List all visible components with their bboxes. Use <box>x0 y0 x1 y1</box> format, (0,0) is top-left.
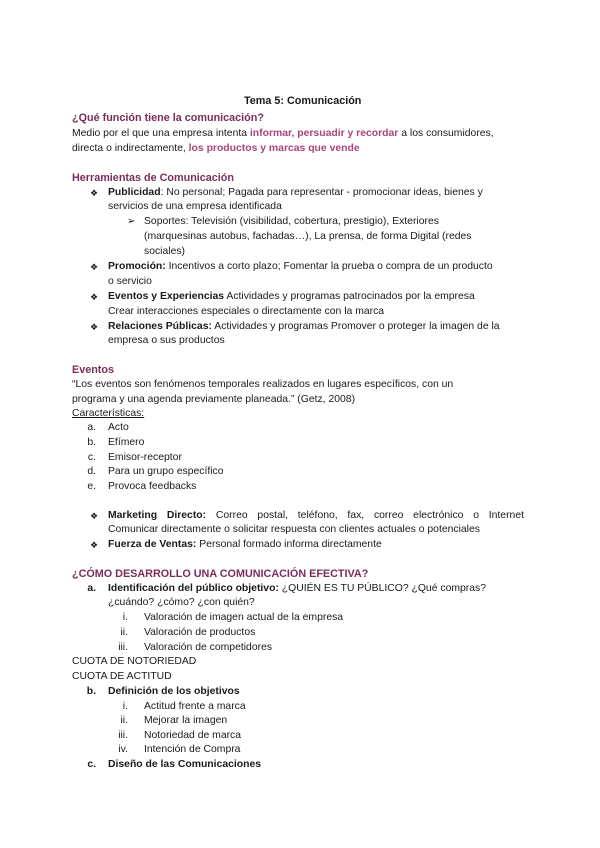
list-item-continuation: servicios de una empresa identificada <box>108 201 282 212</box>
sub-item-soportes: Soportes: Televisión (visibilidad, cobertura, prestigio), Exteriores <box>144 216 439 227</box>
item-text: ¿QUIÉN ES TU PÚBLICO? ¿Qué compras? <box>278 583 486 594</box>
list-item-continuation: Crear interacciones especiales o directamente con la marca <box>108 306 385 317</box>
list-item-diseno: Diseño de las Comunicaciones <box>108 759 262 770</box>
list-item-fuerza-ventas <box>108 538 382 552</box>
paragraph-line <box>72 142 360 156</box>
list-marker: a. <box>87 583 96 594</box>
sub-item-continuation: sociales) <box>144 246 185 257</box>
section-heading-herramientas: Herramientas de Comunicación <box>72 172 235 184</box>
list-marker: c. <box>87 759 96 770</box>
list-item-relaciones-publicas <box>108 320 500 334</box>
list-marker: d. <box>87 466 96 477</box>
section-heading-funcion: ¿Qué función tiene la comunicación? <box>72 112 264 124</box>
item-label: Fuerza de Ventas: <box>108 539 197 550</box>
list-item: Emisor-receptor <box>108 452 182 463</box>
list-item-continuation: empresa o sus productos <box>108 335 225 346</box>
list-item-continuation: ¿cuándo? ¿cómo? ¿con quién? <box>108 597 255 608</box>
cuota-notoriedad: CUOTA DE NOTORIEDAD <box>72 656 197 667</box>
item-text: Actividades y programas patrocinados por la empresa <box>224 291 475 302</box>
sub-list-item: Mejorar la imagen <box>144 715 228 726</box>
list-item: Para un grupo específico <box>108 466 224 477</box>
cuota-actitud: CUOTA DE ACTITUD <box>72 671 172 682</box>
diamond-bullet-icon: ❖ <box>90 292 99 302</box>
roman-marker: iv. <box>118 744 128 755</box>
item-label: Relaciones Públicas: <box>108 321 212 332</box>
item-text: Correo postal, teléfono, fax, correo electrónico o Internet <box>206 510 524 521</box>
item-text: : No personal; Pagada para representar - promocionar ideas, bienes y <box>160 187 483 198</box>
item-label: Publicidad <box>108 187 161 198</box>
item-label: Eventos y Experiencias <box>108 291 225 302</box>
item-text: Actividades y programas Promover o proteger la imagen de la <box>211 321 500 332</box>
list-marker: a. <box>87 422 96 433</box>
item-label: Identificación del público objetivo: <box>108 583 279 594</box>
roman-marker: iii. <box>118 642 128 653</box>
highlight-text: informar, persuadir y recordar <box>249 128 399 139</box>
section-heading-comunicacion-efectiva: ¿CÓMO DESARROLLO UNA COMUNICACIÓN EFECTIVA? <box>72 568 369 580</box>
roman-marker: i. <box>122 701 128 712</box>
arrow-bullet-icon: ➢ <box>127 216 136 227</box>
text-span: directa o indirectamente, <box>72 143 189 154</box>
diamond-bullet-icon: ❖ <box>90 188 99 198</box>
list-item-continuation: Comunicar directamente o solicitar respuesta con clientes actuales o potenciales <box>108 524 480 535</box>
text-span: a los consumidores, <box>398 128 494 139</box>
quote-line: “Los eventos son fenómenos temporales realizados en lugares específicos, con un <box>72 379 454 390</box>
diamond-bullet-icon: ❖ <box>90 262 99 272</box>
item-text: Personal formado informa directamente <box>196 539 382 550</box>
sub-list-item: Valoración de productos <box>144 627 256 638</box>
sub-item-continuation: (marquesinas autobus, fachadas…), La prensa, de forma Digital (redes <box>144 231 472 242</box>
list-marker: b. <box>87 437 96 448</box>
list-item-publico-objetivo <box>108 582 486 596</box>
sub-list-item: Actitud frente a marca <box>144 701 246 712</box>
sub-list-item: Intención de Compra <box>144 744 241 755</box>
page-title: Tema 5: Comunicación <box>244 95 362 107</box>
diamond-bullet-icon: ❖ <box>90 511 99 521</box>
diamond-bullet-icon: ❖ <box>90 540 99 550</box>
list-marker: e. <box>87 481 96 492</box>
text-span: Medio por el que una empresa intenta <box>72 128 250 139</box>
section-heading-eventos: Eventos <box>72 364 115 376</box>
list-item-continuation: o servicio <box>108 276 152 287</box>
list-marker: b. <box>86 686 96 697</box>
roman-marker: i. <box>122 612 128 623</box>
list-item-eventos <box>108 290 475 304</box>
roman-marker: iii. <box>118 730 128 741</box>
item-label: Marketing Directo: <box>108 510 207 521</box>
list-item: Provoca feedbacks <box>108 481 197 492</box>
sub-list-item: Valoración de competidores <box>144 642 273 653</box>
list-item-marketing-directo <box>108 509 524 523</box>
sub-list-item: Notoriedad de marca <box>144 730 242 741</box>
diamond-bullet-icon: ❖ <box>90 322 99 332</box>
caracteristicas-label: Características: <box>72 408 145 419</box>
list-item: Acto <box>108 422 129 433</box>
item-label: Promoción: <box>108 261 166 272</box>
list-item: Efímero <box>108 437 145 448</box>
sub-list-item: Valoración de imagen actual de la empresa <box>144 612 344 623</box>
list-item-objetivos: Definición de los objetivos <box>108 686 240 697</box>
item-text: Incentivos a corto plazo; Fomentar la prueba o compra de un producto <box>165 261 493 272</box>
roman-marker: ii. <box>120 627 128 638</box>
quote-line: programa y una agenda previamente planeada.” (Getz, 2008) <box>72 394 356 405</box>
list-item-publicidad <box>108 186 483 200</box>
paragraph-line <box>72 127 494 141</box>
roman-marker: ii. <box>120 715 128 726</box>
list-marker: c. <box>87 452 96 463</box>
list-item-promocion <box>108 260 493 274</box>
highlight-text: los productos y marcas que vende <box>188 143 360 154</box>
